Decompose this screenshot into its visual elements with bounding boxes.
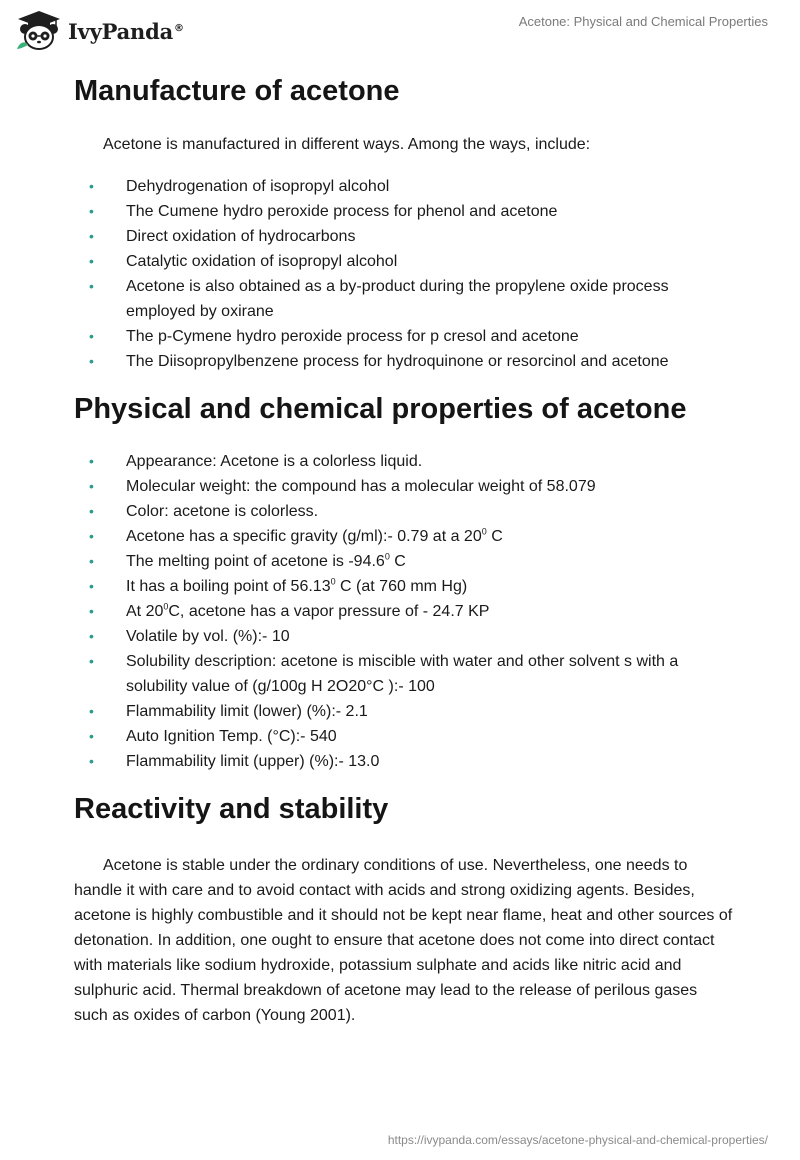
list-item: • Flammability limit (upper) (%):- 13.0 (74, 749, 734, 774)
bullet-icon: • (89, 478, 94, 494)
article-body (74, 70, 734, 1028)
bullet-icon: • (89, 753, 94, 769)
source-url-link[interactable]: https://ivypanda.com/essays/acetone-physical-and-chemical-properties/ (387, 1133, 768, 1147)
list-item: • The Cumene hydro peroxide process for phenol and acetone (74, 199, 734, 224)
bullet-icon: • (89, 728, 94, 744)
bullet-icon: • (89, 553, 94, 569)
brand-logo[interactable] (14, 8, 184, 54)
list-item: • The p-Cymene hydro peroxide process for p cresol and acetone (74, 324, 734, 349)
panda-logo-icon (14, 9, 64, 53)
list-item: • Solubility description: acetone is miscible with water and other solvent s with a solubility value of (g/100g H 2O20°C ):- 100 (74, 649, 734, 699)
brand-name: IvyPanda® (68, 18, 184, 44)
list-item: • It has a boiling point of 56.13$^0$ C (at 760 mm Hg) (74, 574, 734, 599)
section-heading-reactivity: Reactivity and stability (74, 793, 389, 825)
list-item: • Appearance: Acetone is a colorless liquid. (74, 449, 734, 474)
list-item: • Direct oxidation of hydrocarbons (74, 224, 734, 249)
bullet-icon: • (89, 203, 94, 219)
section-heading-manufacture: Manufacture of acetone (74, 75, 400, 107)
list-item: • Acetone has a specific gravity (g/ml):- 0.79 at a $20^0$ C (74, 524, 734, 549)
bullet-icon: • (89, 253, 94, 269)
list-item: • Volatile by vol. (%):- 10 (74, 624, 734, 649)
section-heading-properties: Physical and chemical properties of acetone (74, 393, 687, 425)
bullet-icon: • (89, 328, 94, 344)
bullet-icon: • (89, 353, 94, 369)
bullet-icon: • (89, 578, 94, 594)
bullet-icon: • (89, 228, 94, 244)
list-item: • Flammability limit (lower) (%):- 2.1 (74, 699, 734, 724)
bullet-icon: • (89, 703, 94, 719)
list-item: • Molecular weight: the compound has a molecular weight of 58.079 (74, 474, 734, 499)
list-item: • Color: acetone is colorless. (74, 499, 734, 524)
bullet-icon: • (89, 653, 94, 669)
properties-list (74, 449, 734, 774)
bullet-icon: • (89, 503, 94, 519)
bullet-icon: • (89, 453, 94, 469)
bullet-icon: • (89, 278, 94, 294)
list-item: • Catalytic oxidation of isopropyl alcohol (74, 249, 734, 274)
document-title: Acetone: Physical and Chemical Properties (518, 14, 768, 29)
list-item: • Dehydrogenation of isopropyl alcohol (74, 174, 734, 199)
page-header (0, 0, 800, 60)
bullet-icon: • (89, 628, 94, 644)
manufacture-intro: Acetone is manufactured in different ways. Among the ways, include: (103, 136, 591, 153)
list-item: • At $20^0C$, acetone has a vapor pressure of - 24.7 KP (74, 599, 734, 624)
list-item: • Auto Ignition Temp. (°C):- 540 (74, 724, 734, 749)
list-item: • Acetone is also obtained as a by-product during the propylene oxide process employed by oxirane (74, 274, 734, 324)
list-item: • The melting point of acetone is -94.6$^0$ C (74, 549, 734, 574)
list-item: • The Diisopropylbenzene process for hydroquinone or resorcinol and acetone (74, 349, 734, 374)
bullet-icon: • (89, 178, 94, 194)
manufacture-list (74, 174, 734, 374)
reactivity-paragraph: Acetone is stable under the ordinary conditions of use. Nevertheless, one needs to handle it with care and to avoid contact with acids and strong oxidizing agents. Besides, acetone is highly combustible and it should not be kept near flame, heat and other sources of detonation. In addition, one ought to ensure that acetone does not come into direct contact with materials like sodium hydroxide, potassium sulphate and acids like nitric acid and sulphuric acid. Thermal breakdown of acetone may lead to the release of perilous gases such as oxides of carbon (Young 2001). (74, 857, 733, 1024)
bullet-icon: • (89, 603, 94, 619)
bullet-icon: • (89, 528, 94, 544)
